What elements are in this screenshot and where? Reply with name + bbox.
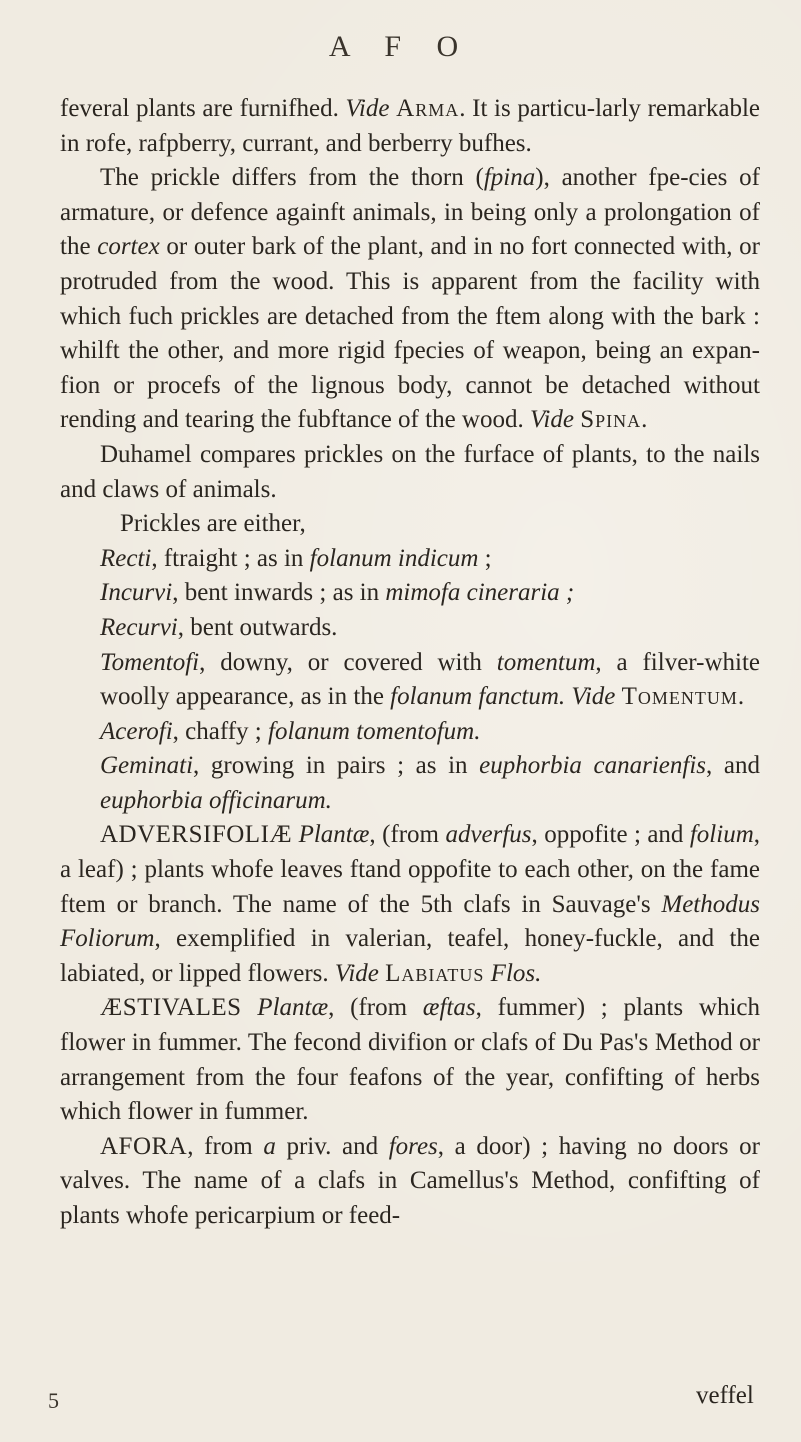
catchword: veffel: [696, 1382, 754, 1409]
signature-mark: 5: [48, 1388, 59, 1413]
paragraph: Acerofi, chaffy ; folanum tomentofum.: [100, 717, 481, 745]
paragraph: Geminati, growing in pairs ; as in euphorbia canarienfis, and euphorbia officinarum.: [100, 752, 760, 814]
paragraph: feveral plants are furnifhed. Vide Arma. It is particu-larly remarkable in rofe, rafpberry, currant, and berberry bufhes.: [60, 95, 761, 157]
body-text: [60, 92, 760, 1234]
paragraph: Tomentofi, downy, or covered with tomentum, a filver-white woolly appearance, as in the folanum fanctum. Vide Tomentum.: [100, 648, 760, 711]
paragraph: Duhamel compares prickles on the furface of plants, to the nails and claws of animals.: [60, 440, 760, 503]
paragraph: Prickles are either,: [120, 510, 306, 538]
paragraph: The prickle differs from the thorn (fpina), another fpe-cies of armature, or defence againft animals, in being only a prolongation of the cortex or outer bark of the plant, and in no fort connected with, or protruded from the wood. This is apparent from the facility with which fuch prickles are detached from the ftem along with the bark : whilft the other, and more rigid fpecies of weapon, being an expan-fion or procefs of the lignous body, cannot be detached without rending and tearing the fubftance of the wood. Vide Spina.: [60, 164, 760, 434]
paragraph: AFORA, from a priv. and fores, a door) ; having no doors or valves. The name of a clafs in Camellus's Method, confifting of plants whofe pericarpium or feed-: [60, 1132, 760, 1229]
running-head: A F O: [328, 30, 473, 63]
paragraph: ÆSTIVALES Plantæ, (from æftas, fummer) ; plants which flower in fummer. The fecond divifion or clafs of Du Pas's Method or arrangement from the four feafons of the year, confifting of herbs which flower in fummer.: [60, 994, 760, 1126]
paragraph: Recurvi, bent outwards.: [100, 613, 338, 641]
paragraph: Recti, ftraight ; as in folanum indicum ;: [100, 544, 492, 572]
paragraph: Incurvi, bent inwards ; as in mimofa cineraria ;: [100, 579, 575, 607]
paragraph: ADVERSIFOLIÆ Plantæ, (from adverfus, oppofite ; and folium, a leaf) ; plants whofe leaves ftand oppofite to each other, on the fame ftem or branch. The name of the 5th clafs in Sauvage's Methodus Foliorum, exemplified in valerian, teafel, honey-fuckle, and the labiated, or lipped flowers. Vide Labiatus Flos.: [60, 821, 761, 987]
